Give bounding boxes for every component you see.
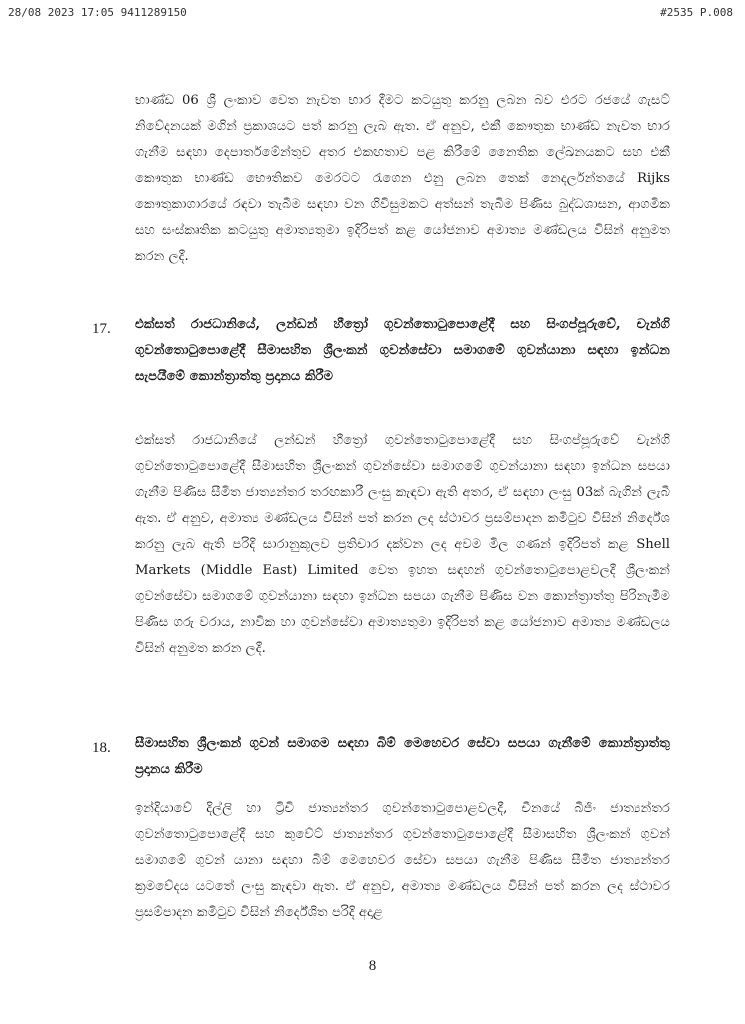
page-number: 8	[368, 958, 377, 974]
item-17-heading: එක්සත් රාජධානියේ, ලන්ඩන් හීත්‍රෝ ගුවන්තොටුපොළේදී සහ සිංගප්පූරුවේ, චැන්ගි ගුවන්තොටුපොළේදී සීමාසහිත ශ්‍රීලංකන් ගුවන්සේවා සමාගමේ ගුවන්යානා සඳහා ඉන්ධන සැපයීමේ කොන්ත්‍රාත්තු ප්‍රදානය කිරීම	[135, 317, 670, 384]
fax-header-left: 28/08 2023 17:05 9411289150	[8, 6, 187, 19]
intro-paragraph: භාණ්ඩ 06 ශ්‍රී ලංකාව වෙත නැවත භාර දීමට කටයුතු කරනු ලබන බව එරට රජයේ ගැසට් නිවේදනයක් මගින් ප්‍රකාශයට පත් කරනු ලැබ ඇත. ඒ අනුව, එකී කෞතුක භාණ්ඩ නැවත භාර ගැනීම සඳහා දෙපාර්තමේන්තුව අතර එකඟතාව පළ කිරීමේ නෛතික ලේඛනයකට සහ එකී කෞතුක භාණ්ඩ භෞතිකව මෙරටට රැගෙන එනු ලබන තෙක් නෙදර්ලන්තයේ Rijks කෞතුකාගාරයේ රඳවා තැබීම සඳහා වන ගිවිසුමකට අත්සන් තැබීම පිණිස බුද්ධශාසන, ආගමික සහ සංස්කෘතික කටයුතු අමාත්‍යතුමා ඉදිරිපත් කළ යෝජනාව අමාත්‍ය මණ්ඩලය විසින් අනුමත කරන ලදී.	[135, 93, 670, 264]
item-17-body: එක්සත් රාජධානියේ ලන්ඩන් හීත්‍රෝ ගුවන්තොටුපොළේදී සහ සිංගප්පූරුවේ චැන්ගි ගුවන්තොටුපොළේදී සීමාසහිත ශ්‍රීලංකන් ගුවන්සේවා සමාගමේ ගුවන්යානා සඳහා ඉන්ධන සපයා ගැනීම පිණිස සීමිත ජාත්‍යන්තර තරඟකාරී ලංසු කැඳවා ඇති අතර, ඒ සඳහා ලංසු 03ක් බැගින් ලැබී ඇත. ඒ අනුව, අමාත්‍ය මණ්ඩලය විසින් පත් කරන ලද ස්ථාවර ප්‍රසම්පාදන කමිටුව විසින් නිර්දේශ කරනු ලැබ ඇති පරිදි සාරානුකූලව ප්‍රතිචාර දක්වන ලද අවම මිල ගණන් ඉදිරිපත් කළ Shell Markets (Middle East) Limited වෙත ඉහත සඳහන් ගුවන්තොටුපොළවලදී ශ්‍රීලංකන් ගුවන්සේවා සමාගමේ ගුවන්යානා සඳහා ඉන්ධන සපයා ගැනීම පිණිස වන කොන්ත්‍රාත්තු පිරිනැමීම පිණිස ගරු වරාය, නාවික හා ගුවන්සේවා අමාත්‍යතුමා ඉදිරිපත් කළ යෝජනාව අමාත්‍ය මණ්ඩලය විසින් අනුමත කරන ලදී.	[135, 433, 670, 656]
fax-header-right: #2535 P.008	[660, 6, 733, 19]
item-18-heading: සීමාසහිත ශ්‍රීලංකන් ගුවන් සමාගම සඳහා බිම් මෙහෙවර සේවා සපයා ගැනීමේ කොන්ත්‍රාත්තු ප්‍රදානය කිරීම	[135, 736, 670, 777]
item-17-number: 17.	[92, 321, 111, 337]
item-18-number: 18.	[92, 740, 111, 756]
item-18-body: ඉන්දියාවේ දිල්ලි හා ට්‍රිචි ජාත්‍යන්තර ගුවන්තොටුපොළවලදී, චීනයේ බීජිං ජාත්‍යන්තර ගුවන්තොටුපොළේදී සහ කුවේට් ජාත්‍යන්තර ගුවන්තොටුපොළේදී සීමාසහිත ශ්‍රීලංකන් ගුවන් සමාගමේ ගුවන් යානා සඳහා බිම් මෙහෙවර සේවා සපයා ගැනීම පිණිස සීමිත ජාත්‍යන්තර ක්‍රමවේදය යටතේ ලංසු කැඳවා ඇත. ඒ අනුව, අමාත්‍ය මණ්ඩලය විසින් පත් කරන ලද ස්ථාවර ප්‍රසම්පාදන කමිටුව විසින් නිර්දේශිත පරිදි අදාළ	[135, 801, 670, 920]
